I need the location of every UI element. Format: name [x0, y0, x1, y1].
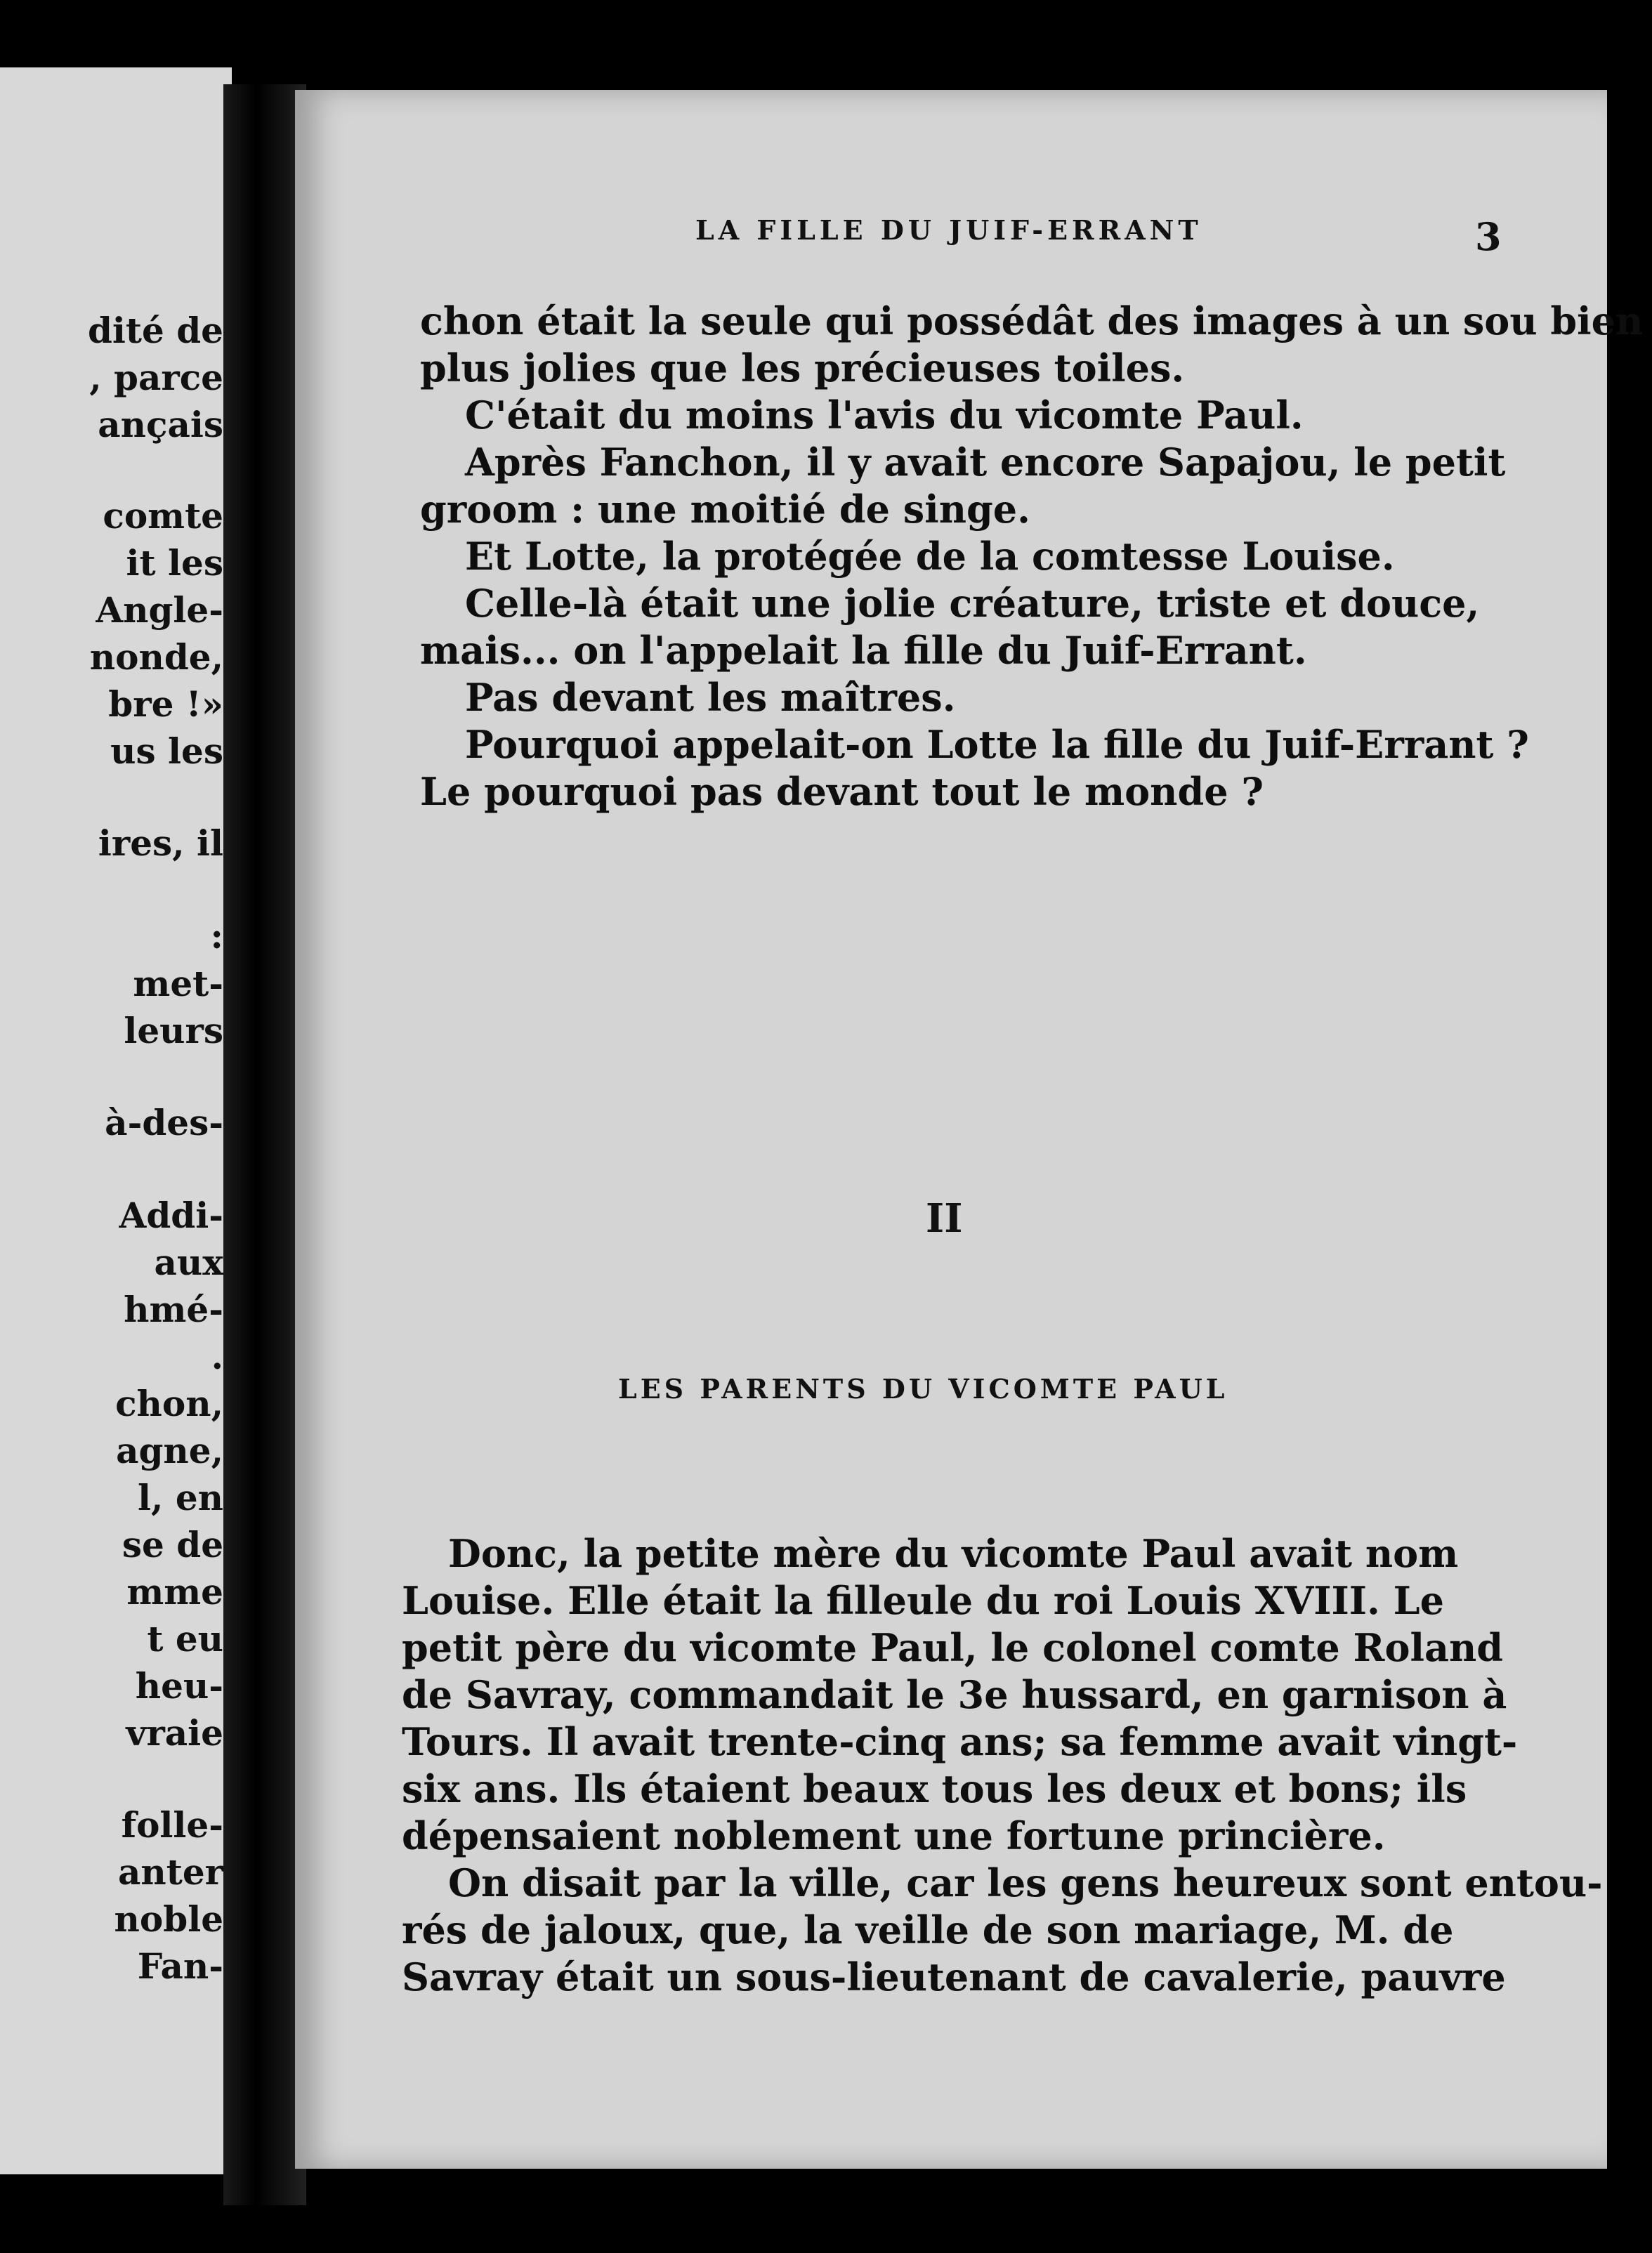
book-spine [223, 84, 306, 2205]
text-line: petit père du vicomte Paul, le colonel comte Roland [402, 1625, 1503, 1670]
left-fragment: l, en [138, 1477, 223, 1518]
text-line: Donc, la petite mère du vicomte Paul avait nom [448, 1531, 1459, 1576]
left-fragment: dité de [87, 310, 223, 351]
left-fragment: agne, [116, 1430, 223, 1471]
left-fragment: anter [118, 1851, 223, 1893]
page-number: 3 [1475, 214, 1502, 259]
text-line: Savray était un sous-lieutenant de cavalerie, pauvre [402, 1955, 1506, 1999]
text-line: Pourquoi appelait-on Lotte la fille du Juif-Errant ? [465, 722, 1529, 767]
left-fragment: Fan- [137, 1945, 223, 1987]
text-line: Louise. Elle était la filleule du roi Louis XVIII. Le [402, 1578, 1444, 1623]
text-line: Pas devant les maîtres. [465, 675, 956, 720]
left-fragment: us les [110, 730, 223, 772]
left-fragment: à-des- [105, 1102, 223, 1143]
text-line: groom : une moitié de singe. [420, 487, 1030, 532]
left-fragment: ançais [98, 404, 223, 445]
left-fragment: Addi- [119, 1195, 223, 1236]
left-fragment: comte [103, 495, 223, 537]
text-line: dépensaient noblement une fortune princière. [402, 1813, 1386, 1858]
left-fragment: mme [126, 1571, 223, 1612]
text-line: Et Lotte, la protégée de la comtesse Louise. [465, 534, 1395, 579]
left-fragment: noble [114, 1898, 223, 1940]
left-fragment: bre !» [108, 683, 223, 725]
text-line: rés de jaloux, que, la veille de son mariage, M. de [402, 1907, 1454, 1952]
left-fragment: nonde, [89, 636, 223, 678]
text-line: Tours. Il avait trente-cinq ans; sa femme avait vingt- [402, 1719, 1518, 1764]
left-fragment: aux [154, 1242, 223, 1283]
left-fragment: , parce [89, 357, 223, 398]
left-fragment: leurs [124, 1010, 223, 1051]
text-line: mais... on l'appelait la fille du Juif-Errant. [420, 628, 1307, 673]
text-line: On disait par la ville, car les gens heureux sont entou- [448, 1860, 1603, 1905]
text-line: six ans. Ils étaient beaux tous les deux et bons; ils [402, 1766, 1467, 1811]
left-fragment: . [211, 1336, 223, 1377]
text-line: Celle-là était une jolie créature, triste et douce, [465, 581, 1480, 626]
chapter-number: II [926, 1195, 963, 1242]
text-line: C'était du moins l'avis du vicomte Paul. [465, 393, 1304, 438]
left-fragment: vraie [126, 1712, 223, 1754]
text-line: Après Fanchon, il y avait encore Sapajou, le petit [465, 440, 1506, 485]
left-fragment: se de [122, 1524, 223, 1565]
text-line: chon était la seule qui possédât des images à un sou bien [420, 298, 1644, 343]
text-line: plus jolies que les précieuses toiles. [420, 346, 1185, 390]
left-fragment: it les [126, 542, 223, 584]
text-line: de Savray, commandait le 3e hussard, en garnison à [402, 1672, 1507, 1717]
left-fragment: ires, il [98, 822, 223, 864]
left-fragment: met- [133, 963, 223, 1004]
running-title: LA FILLE DU JUIF-ERRANT [695, 214, 1202, 246]
left-fragment: Angle- [96, 589, 223, 631]
left-facing-page [0, 67, 232, 2174]
left-fragment: hmé- [124, 1289, 223, 1330]
left-fragment: heu- [135, 1665, 223, 1707]
text-line: Le pourquoi pas devant tout le monde ? [420, 769, 1264, 814]
left-fragment: chon, [115, 1383, 223, 1424]
left-fragment: t eu [147, 1618, 223, 1660]
left-fragment: folle- [121, 1804, 223, 1846]
chapter-title: LES PARENTS DU VICOMTE PAUL [618, 1373, 1228, 1405]
left-fragment: : [210, 915, 223, 957]
